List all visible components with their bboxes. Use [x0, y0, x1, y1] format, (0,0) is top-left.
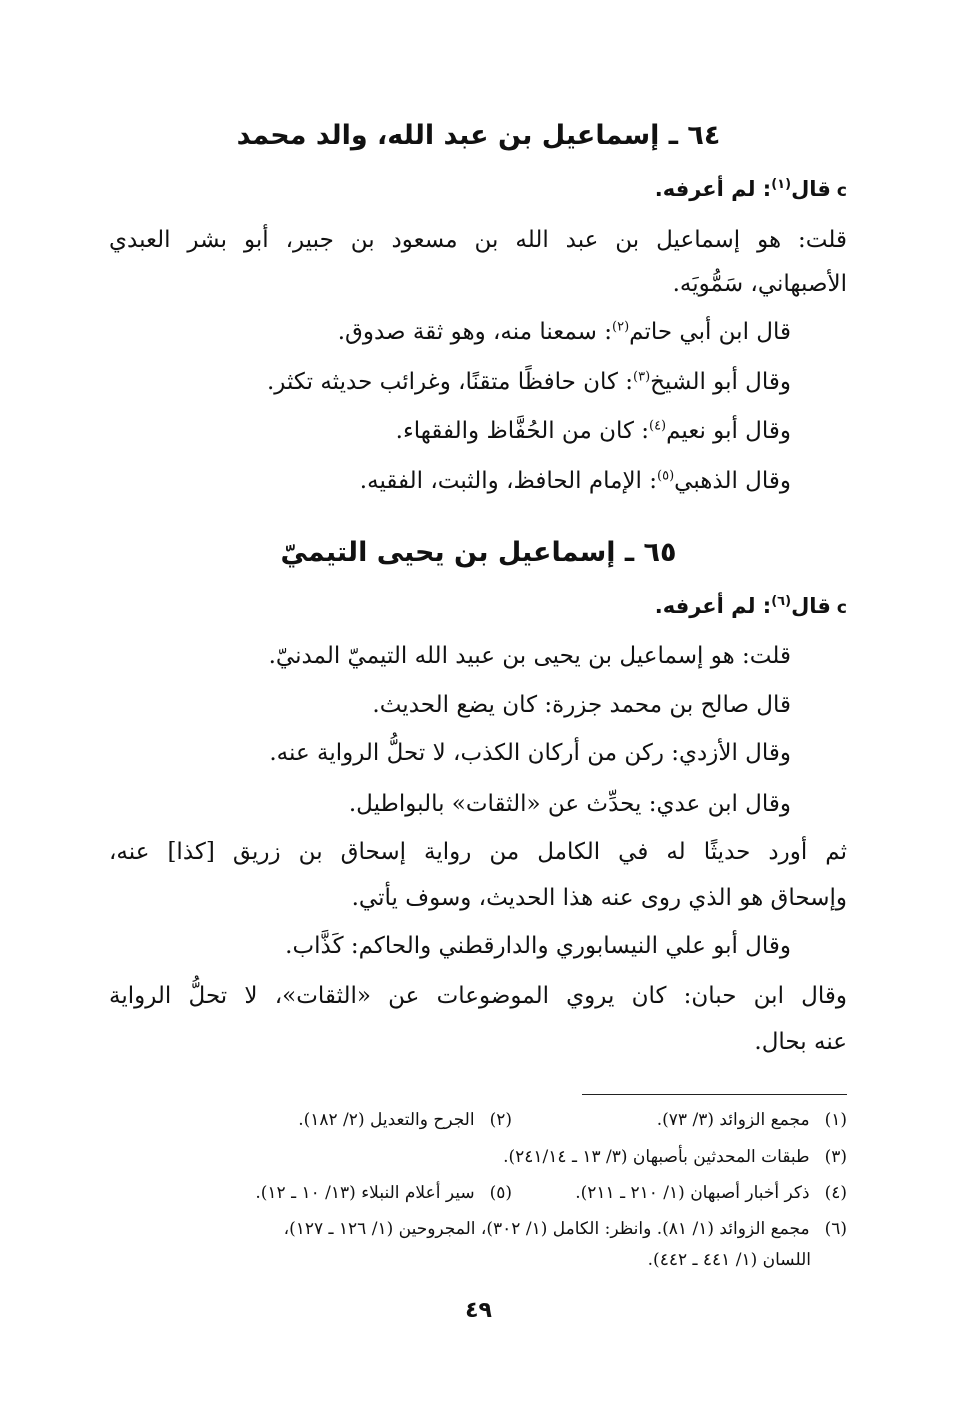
footnote-number: (٥): [489, 1183, 512, 1203]
footnote-3: [503, 1147, 847, 1167]
footnote-ref-4: (٤): [648, 418, 667, 434]
footnote-text: سير أعلام النبلاء (١٣/ ١٠ ـ ١٢).: [255, 1183, 475, 1203]
footnote-text: طبقات المحدثين بأصبهان (٣/ ١٣ ـ ٢٤١/١٤).: [503, 1147, 810, 1167]
footnote-ref-3: (٣): [633, 369, 651, 385]
footnote-5: [255, 1183, 512, 1203]
entry-64-qal-mark: c: [836, 181, 847, 201]
footnote-text: مجمع الزوائد (٣/ ٧٣).: [656, 1110, 810, 1130]
entry-65-heading: ٦٥ ـ إسماعيل بن يحيى التيميّ: [280, 537, 677, 568]
entry-65-qal-word: قال: [791, 594, 831, 618]
footnote-text: ذكر أخبار أصبهان (١/ ٢١٠ ـ ٢١١).: [575, 1183, 810, 1203]
entry-65-line-4: وقال ابن عدي: يحدِّث عن «الثقات» بالبواطيل.: [348, 791, 791, 817]
entry-64-qal-rest: : لم أعرفه.: [654, 177, 772, 201]
quote-text: : كان حافظًا متقنًا، وغرائب حديثه تكثر.: [266, 369, 634, 395]
quote-source: قال ابن أبي حاتم: [629, 319, 791, 345]
entry-65-line-1: قلت: هو إسماعيل بن يحيى بن عبيد الله التيميّ المدنيّ.: [268, 643, 791, 669]
footnote-text: مجمع الزوائد (١/ ٨١). وانظر: الكامل (١/ ٣٠٢)، المجروحين (١/ ١٢٦ ـ ١٢٧)،: [283, 1219, 810, 1239]
entry-64-heading: ٦٤ ـ إسماعيل بن عبد الله، والد محمد: [236, 120, 721, 151]
footnote-6-continuation: اللسان (١/ ٤٤١ ـ ٤٤٢).: [647, 1250, 811, 1270]
footnote-4: [575, 1183, 847, 1203]
footnote-1: [657, 1110, 847, 1130]
entry-65-qal-rest: : لم أعرفه.: [654, 594, 772, 618]
quote-source: وقال أبو نعيم: [666, 418, 791, 444]
entry-65-line-5: ثم أورد حديثًا له في الكامل من رواية إسحاق بن زريق [كذا] عنه،: [109, 839, 847, 865]
entry-64-line-2: الأصبهاني، سَمُّويَه.: [672, 271, 847, 297]
entry-64-qal-line: [655, 177, 847, 201]
footnote-number: (٤): [824, 1183, 847, 1203]
footnote-ref-1: (١): [771, 177, 792, 192]
footnote-ref-2: (٢): [612, 319, 630, 335]
footnote-separator: [582, 1094, 847, 1095]
footnote-6: [284, 1219, 847, 1239]
footnote-number: (١): [824, 1110, 847, 1130]
entry-65-qal-line: [655, 594, 847, 618]
entry-65-qal-mark: c: [836, 598, 847, 618]
quote-text: : سمعنا منه، وهو ثقة صدوق.: [337, 319, 613, 345]
entry-65-line-3: وقال الأزدي: ركن من أركان الكذب، لا تحلُّ الرواية عنه.: [269, 740, 791, 766]
quote-text: : الإمام الحافظ، والثبت، الفقيه.: [359, 468, 658, 494]
entry-64-dhahabi: [360, 470, 791, 493]
entry-65-line-2: قال صالح بن محمد جزرة: كان يضع الحديث.: [372, 692, 791, 718]
footnote-number: (٣): [824, 1147, 847, 1167]
entry-64-qal-word: قال: [791, 177, 831, 201]
entry-64-line-1: قلت: هو إسماعيل بن عبد الله بن مسعود بن جبير، أبو بشر العبدي: [109, 227, 847, 253]
entry-64-abi-hatim: [338, 321, 791, 344]
entry-65-line-8: وقال ابن حبان: كان يروي الموضوعات عن «الثقات»، لا تحلُّ الرواية: [109, 983, 847, 1009]
footnote-2: [298, 1110, 512, 1130]
entry-64-abu-shaykh: [267, 371, 791, 394]
footnote-ref-6: (٦): [771, 594, 792, 609]
quote-text: : كان من الحُفَّاظ والفقهاء.: [395, 418, 649, 444]
footnote-number: (٦): [824, 1219, 847, 1239]
entry-65-line-9: عنه بحال.: [754, 1029, 847, 1055]
footnote-text: الجرح والتعديل (٢/ ١٨٢).: [298, 1110, 475, 1130]
footnote-ref-5: (٥): [657, 468, 675, 484]
quote-source: وقال أبو الشيخ: [650, 369, 791, 395]
entry-64-abu-nuaym: [396, 420, 791, 443]
quote-source: وقال الذهبي: [674, 468, 791, 494]
footnote-number: (٢): [489, 1110, 512, 1130]
entry-65-line-7: وقال أبو علي النيسابوري والدارقطني والحاكم: كَذَّاب.: [285, 933, 791, 959]
entry-65-line-6: وإسحاق هو الذي روى عنه هذا الحديث، وسوف يأتي.: [351, 885, 847, 911]
page-number: ٤٩: [465, 1298, 492, 1323]
